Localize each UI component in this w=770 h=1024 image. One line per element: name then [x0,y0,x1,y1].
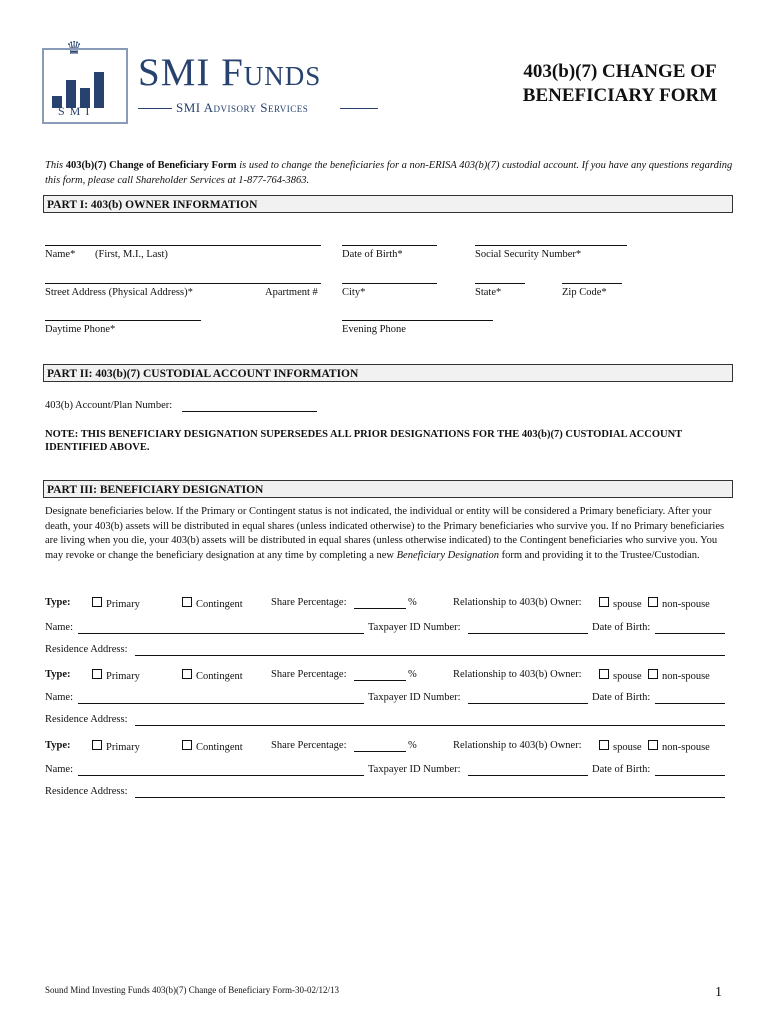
logo-mark: SMI [58,104,95,118]
street-field[interactable] [45,283,321,284]
part3-heading: PART III: BENEFICIARY DESIGNATION [43,480,733,498]
contingent-checkbox[interactable]: Contingent [182,669,243,682]
residence-field[interactable] [135,725,725,726]
state-label: State* [475,287,502,298]
name-field[interactable] [45,245,321,246]
city-field[interactable] [342,283,437,284]
taxpayer-label: Taxpayer ID Number: [368,692,461,703]
taxpayer-label: Taxpayer ID Number: [368,622,461,633]
beneficiary-dob-field[interactable] [655,775,725,776]
footer-text: Sound Mind Investing Funds 403(b)(7) Change of Beneficiary Form-30-02/12/13 [45,985,339,995]
beneficiary-name-label: Name: [45,692,73,703]
spouse-checkbox[interactable]: spouse [599,740,642,753]
taxpayer-label: Taxpayer ID Number: [368,764,461,775]
name-label: Name* [45,249,76,260]
day-phone-label: Daytime Phone* [45,324,116,335]
share-label: Share Percentage: [271,740,347,751]
share-field[interactable] [354,608,406,609]
logo [40,38,390,128]
designation-description: Designate beneficiaries below. If the Primary or Contingent status is not indicated, the individual or entity will be considered a Primary beneficiary. After your death, your 403(b) assets will be distributed in equal shares (unless indicated otherwise) to the Primary beneficiaries who survive you. If no Primary beneficiaries are living when you die, your 403(b) assets will be distributed in equal shares (unless otherwise indicated) to the Contingent beneficiaries who survive you. You may revoke or change the beneficiary designation at any time by completing a new Beneficiary Designation form and providing it to the Trustee/Custodian. [45,506,725,561]
logo-title: SMI Funds [138,51,322,94]
account-label: 403(b) Account/Plan Number: [45,400,173,411]
beneficiary-name-field[interactable] [78,703,364,704]
day-phone-field[interactable] [45,320,201,321]
state-field[interactable] [475,283,525,284]
name-hint: (First, M.I., Last) [95,249,168,260]
eve-phone-field[interactable] [342,320,493,321]
contingent-checkbox[interactable]: Contingent [182,597,243,610]
relationship-label: Relationship to 403(b) Owner: [453,669,582,680]
part1-heading: PART I: 403(b) OWNER INFORMATION [43,195,733,213]
zip-label: Zip Code* [562,287,607,298]
dob-field[interactable] [342,245,437,246]
share-field[interactable] [354,751,406,752]
city-label: City* [342,287,366,298]
page-number: 1 [715,985,722,1000]
beneficiary-dob-label: Date of Birth: [592,692,651,703]
nonspouse-checkbox[interactable]: non-spouse [648,740,710,753]
taxpayer-field[interactable] [468,775,588,776]
spouse-checkbox[interactable]: spouse [599,597,642,610]
beneficiary-name-field[interactable] [78,633,364,634]
apartment-label: Apartment # [265,287,318,298]
beneficiary-name-label: Name: [45,622,73,633]
residence-field[interactable] [135,797,725,798]
relationship-label: Relationship to 403(b) Owner: [453,740,582,751]
zip-field[interactable] [562,283,622,284]
contingent-checkbox[interactable]: Contingent [182,740,243,753]
beneficiary-dob-field[interactable] [655,703,725,704]
primary-checkbox[interactable]: Primary [92,597,140,610]
type-label: Type: [45,740,71,751]
beneficiary-name-field[interactable] [78,775,364,776]
type-label: Type: [45,597,71,608]
street-label: Street Address (Physical Address)* [45,287,193,298]
nonspouse-checkbox[interactable]: non-spouse [648,669,710,682]
beneficiary-dob-label: Date of Birth: [592,764,651,775]
residence-label: Residence Address: [45,786,128,797]
primary-checkbox[interactable]: Primary [92,740,140,753]
share-field[interactable] [354,680,406,681]
nonspouse-checkbox[interactable]: non-spouse [648,597,710,610]
part2-heading: PART II: 403(b)(7) CUSTODIAL ACCOUNT INFORMATION [43,364,733,382]
primary-checkbox[interactable]: Primary [92,669,140,682]
percent-label: % [408,669,417,680]
account-field[interactable] [182,411,317,412]
crown-icon: ♛ [66,38,83,58]
residence-label: Residence Address: [45,644,128,655]
ssn-field[interactable] [475,245,627,246]
residence-label: Residence Address: [45,714,128,725]
beneficiary-dob-label: Date of Birth: [592,622,651,633]
beneficiary-dob-field[interactable] [655,633,725,634]
share-label: Share Percentage: [271,669,347,680]
eve-phone-label: Evening Phone [342,324,406,335]
logo-subtitle: SMI Advisory Services [176,100,309,115]
share-label: Share Percentage: [271,597,347,608]
relationship-label: Relationship to 403(b) Owner: [453,597,582,608]
taxpayer-field[interactable] [468,633,588,634]
dob-label: Date of Birth* [342,249,403,260]
spouse-checkbox[interactable]: spouse [599,669,642,682]
beneficiary-name-label: Name: [45,764,73,775]
type-label: Type: [45,669,71,680]
supersede-note: NOTE: THIS BENEFICIARY DESIGNATION SUPERSEDES ALL PRIOR DESIGNATIONS FOR THE 403(b)(7) CUSTODIAL ACCOUNT IDENTIFIED ABOVE. [45,429,682,453]
percent-label: % [408,740,417,751]
percent-label: % [408,597,417,608]
taxpayer-field[interactable] [468,703,588,704]
ssn-label: Social Security Number* [475,249,582,260]
form-title: 403(b)(7) CHANGE OF BENEFICIARY FORM [522,61,718,106]
residence-field[interactable] [135,655,725,656]
intro-text: This 403(b)(7) Change of Beneficiary Form is used to change the beneficiaries for a non-ERISA 403(b)(7) custodial account. If you have any questions regarding this form, please call Shareholder Services at 1-877-764-3863. [45,160,733,186]
